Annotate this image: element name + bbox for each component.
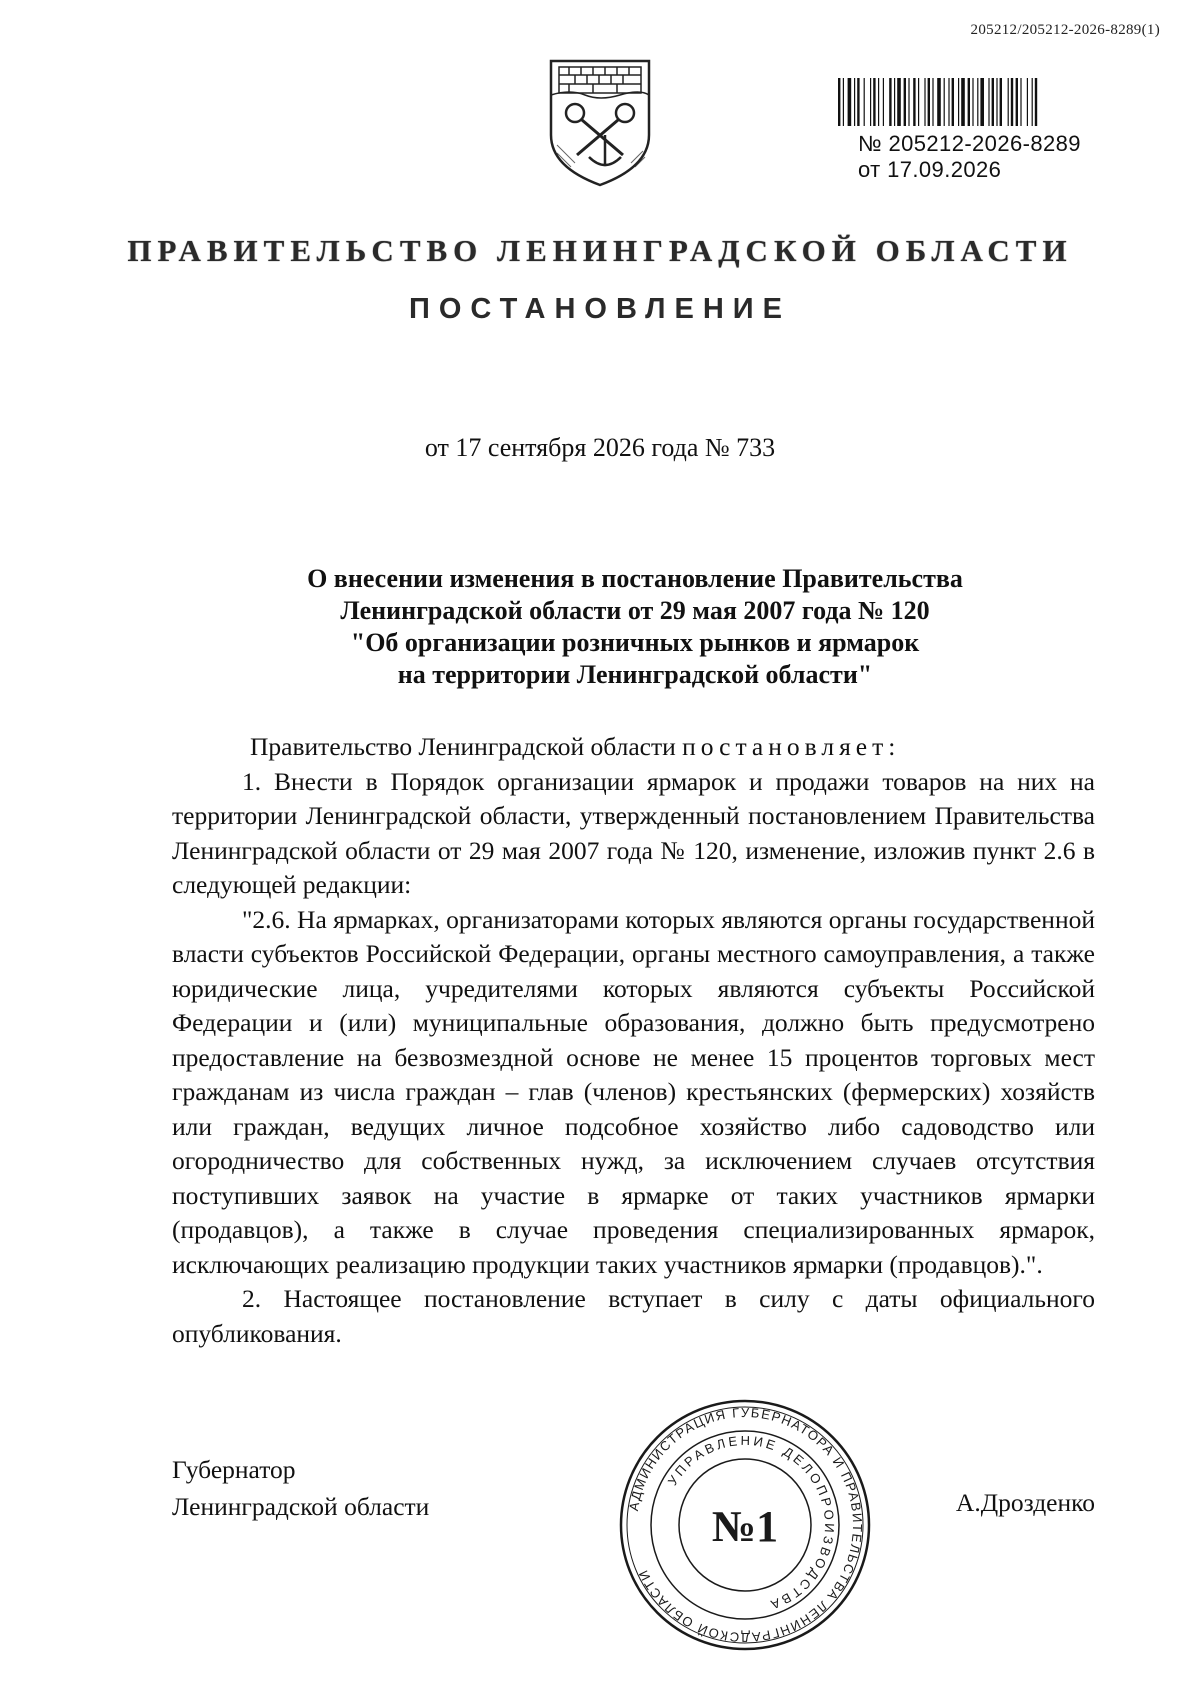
barcode-bar [937,78,941,126]
barcode-bar [948,78,949,126]
stamp-outer-text: АДМИНИСТРАЦИЯ ГУБЕРНАТОРА И ПРАВИТЕЛЬСТВА ЛЕНИНГРАДСКОЙ ОБЛАСТИ [625,1404,866,1646]
barcode-bar [968,78,970,126]
item-1: 1. Внести в Порядок организации ярмарок и продажи товаров на них на территории Ленинградской области, утвержденный постановлением Правительства Ленинградской области от 29 мая 2007 года № 120, изменение, изложив пункт 2.6 в следующей редакции: [172,766,1095,899]
barcode-bar [857,78,859,126]
preamble-text: Правительство Ленинградской области [250,732,683,761]
barcode-bar [873,78,875,126]
barcode-bar [894,78,895,126]
document-body [172,730,1095,1351]
item-1-quoted-text: "2.6. На ярмарках, организаторами которых являются органы государственной власти субъектов Российской Федерации, органы местного самоуправления, а также юридические лица, учредителями которых являются субъекты Российской Федерации и (или) муниципальные образования, должно быть предусмотрено предоставление на безвозмездной основе не менее 15 процентов торговых мест гражданам из числа граждан – глав (членов) крестьянских (фермерских) хозяйств или граждан, ведущих личное подсобное хозяйство либо садоводство или огородничество для собственных нужд, за исключением случаев отсутствия поступивших заявок на участие в ярмарке от таких участников ярмарки (продавцов), а также в случае проведения специализированных ярмарок, исключающих реализацию продукции таких участников ярмарки (продавцов).". [172,904,1095,1279]
barcode-bar [897,78,901,126]
barcode-bar [996,78,997,126]
barcode-bar [870,78,871,126]
stamp-inner-text: УПРАВЛЕНИЕ ДЕЛОПРОИЗВОДСТВА [664,1432,838,1614]
subject-line: на территории Ленинградской области" [397,660,873,689]
barcode-bar [1032,78,1033,126]
barcode-bar [988,78,989,126]
barcode-bar [904,78,906,126]
barcode-bar [889,78,891,126]
preamble [172,730,1095,765]
barcode-bar [1027,78,1028,126]
barcode-bar [972,78,973,126]
subject-line: О внесении изменения в постановление Правительства [307,564,963,593]
barcode-bar [918,78,919,126]
document-date: от 17 сентября 2026 года № 733 [424,433,776,462]
barcode-bar [913,78,915,126]
barcode-bar [932,78,933,126]
barcode-bar [924,78,925,126]
barcode-bar [864,78,865,126]
barcode-bar [883,78,884,126]
document-subject [170,563,1100,691]
barcode-bar [992,78,994,126]
barcode-bar [928,78,930,126]
barcode-bar [952,78,954,126]
barcode-bar [1011,78,1013,126]
barcode-bar [854,78,855,126]
subject-line: "Об организации розничных рынков и ярмарок [350,628,920,657]
barcode-bar [878,78,879,126]
leningrad-oblast-coat-of-arms-icon [545,55,655,190]
registration-number: № 205212-2026-8289 [858,131,1081,156]
government-title: ПРАВИТЕЛЬСТВО ЛЕНИНГРАДСКОЙ ОБЛАСТИ [127,233,1073,268]
subject-line: Ленинградской области от 29 мая 2007 года № 120 [340,596,930,625]
barcode-bar [843,78,844,126]
stamp-center-text: №1 [711,1502,779,1551]
barcode-bar [1016,78,1018,126]
barcode-bar [1008,78,1009,126]
barcode-bar [1035,78,1037,126]
document-kind: ПОСТАНОВЛЕНИЕ [409,293,791,325]
signer-position-line: Губернатор [172,1455,296,1484]
barcode-bar [1020,78,1021,126]
barcode-bar [848,78,852,126]
signer-position [172,1451,429,1525]
barcode-bar [908,78,909,126]
barcode-bar [980,78,984,126]
preamble-decree-word: постановляет: [682,732,901,761]
barcode-bar [838,78,840,126]
signer-name: А.Дрозденко [955,1488,1095,1517]
registration-date: от 17.09.2026 [858,157,1002,182]
barcode-bar [961,78,965,126]
barcode-bar [958,78,959,126]
barcode-bar [977,78,978,126]
item-2: 2. Настоящее постановление вступает в силу с даты официального опубликования. [172,1284,1095,1348]
barcode-bar [944,78,945,126]
signer-position-line: Ленинградской области [172,1492,430,1521]
official-seal-stamp [615,1395,875,1655]
document-code: 205212/205212-2026-8289(1) [970,22,1160,38]
barcode-bar [1000,78,1002,126]
barcode-icon [838,78,1108,126]
